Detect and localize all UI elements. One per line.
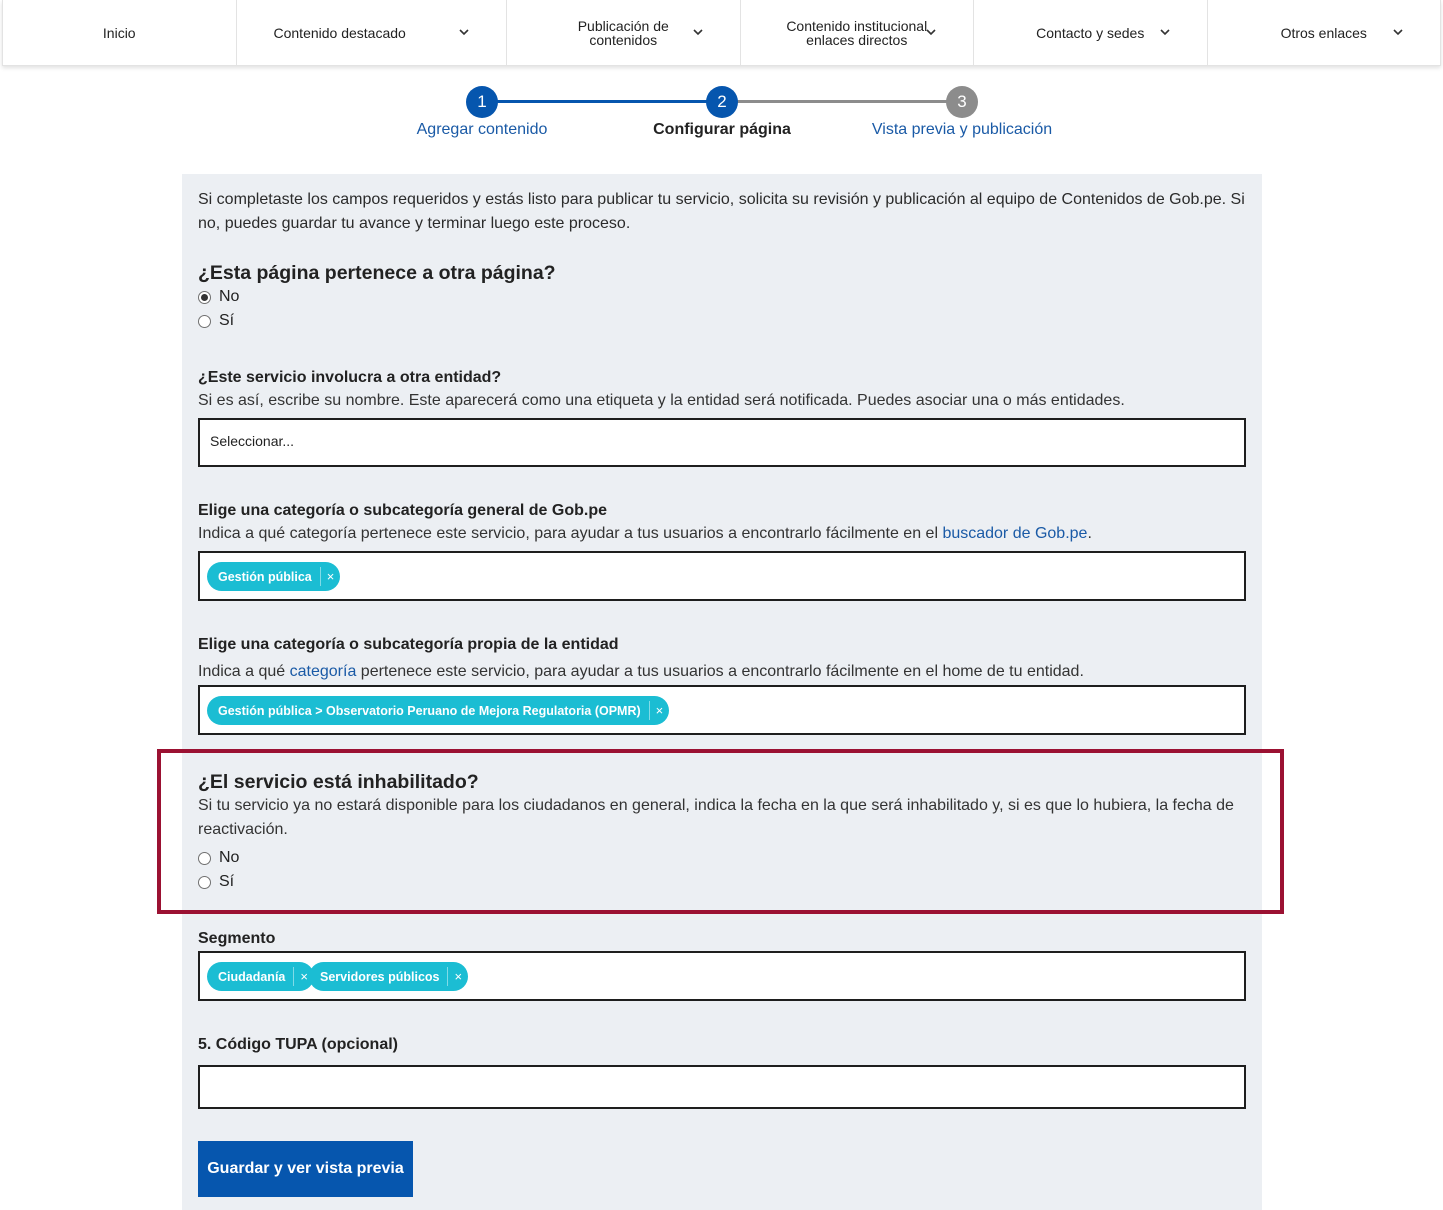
- save-preview-button[interactable]: Guardar y ver vista previa: [198, 1141, 413, 1197]
- nav-item-label: Inicio: [102, 24, 136, 41]
- disabled-service-title: ¿El servicio está inhabilitado?: [198, 771, 479, 793]
- nav-item-otros-enlaces[interactable]: [1208, 0, 1441, 65]
- tag-remove-icon[interactable]: ×: [293, 967, 314, 986]
- disabled-service-radio-no[interactable]: [198, 849, 239, 867]
- category-tag: [207, 562, 340, 591]
- tag-label: Ciudadanía: [218, 969, 286, 984]
- tag-label: Gestión pública: [218, 569, 312, 584]
- nav-item-publicacion-contenidos[interactable]: [507, 0, 741, 65]
- radio-button[interactable]: [198, 852, 211, 865]
- chevron-down-icon: [925, 26, 937, 38]
- disabled-service-radio-si[interactable]: [198, 873, 234, 891]
- radio-button[interactable]: [198, 291, 211, 304]
- step-2-label: Configurar página: [653, 121, 791, 138]
- entity-category-description: [198, 660, 1084, 684]
- description-text: .: [1087, 525, 1092, 542]
- tag-remove-icon[interactable]: ×: [447, 967, 468, 986]
- tag-remove-icon[interactable]: ×: [320, 567, 341, 586]
- parent-page-radio-si[interactable]: [198, 312, 234, 330]
- step-3-circle[interactable]: [946, 86, 978, 118]
- nav-item-contacto-sedes[interactable]: [974, 0, 1208, 65]
- radio-button[interactable]: [198, 315, 211, 328]
- parent-page-title: ¿Esta página pertenece a otra página?: [198, 262, 556, 284]
- chevron-down-icon: [1392, 26, 1404, 38]
- description-text: Indica a qué: [198, 663, 290, 680]
- radio-label: Sí: [219, 312, 235, 329]
- description-text: Indica a qué categoría pertenece este servicio, para ayudar a tus usuarios a encontrarlo fácilmente en el: [198, 525, 943, 542]
- parent-page-radio-no[interactable]: [198, 288, 239, 306]
- segment-tag: [309, 962, 468, 991]
- nav-item-label: Contenido destacado: [273, 24, 406, 41]
- select-placeholder: Seleccionar...: [210, 433, 295, 449]
- categoria-link[interactable]: categoría: [289, 663, 357, 680]
- nav-item-inicio[interactable]: [3, 0, 237, 65]
- step-connector-done: [482, 100, 722, 103]
- chevron-down-icon: [458, 26, 470, 38]
- entity-category-title: Elige una categoría o subcategoría propia de la entidad: [198, 636, 619, 653]
- tag-label: Servidores públicos: [320, 969, 440, 984]
- tupa-title: 5. Código TUPA (opcional): [198, 1036, 398, 1053]
- nav-item-label: Publicación de contenidos: [577, 17, 669, 48]
- nav-item-contenido-destacado[interactable]: [237, 0, 508, 65]
- tag-label: Gestión pública > Observatorio Peruano de Mejora Regulatoria (OPMR): [218, 703, 641, 718]
- buscador-gobpe-link[interactable]: buscador de Gob.pe: [942, 525, 1088, 542]
- category-tag: [207, 696, 669, 725]
- top-navigation: [2, 0, 1441, 66]
- description-text: pertenece este servicio, para ayudar a tus usuarios a encontrarlo fácilmente en el home de tu entidad.: [356, 663, 1084, 680]
- nav-item-contenido-institucional[interactable]: [741, 0, 975, 65]
- step-1-label[interactable]: Agregar contenido: [416, 121, 548, 138]
- chevron-down-icon: [1159, 26, 1171, 38]
- radio-button[interactable]: [198, 876, 211, 889]
- radio-label: Sí: [219, 873, 235, 890]
- chevron-down-icon: [692, 26, 704, 38]
- general-category-select[interactable]: [198, 551, 1246, 601]
- step-3-label[interactable]: Vista previa y publicación: [871, 121, 1053, 138]
- general-category-description: [198, 522, 1092, 546]
- step-number: 3: [957, 92, 967, 111]
- tupa-input[interactable]: [198, 1065, 1246, 1109]
- step-1-circle[interactable]: [466, 86, 498, 118]
- general-category-title: Elige una categoría o subcategoría general de Gob.pe: [198, 502, 607, 519]
- radio-label: No: [219, 288, 240, 305]
- nav-item-label: Otros enlaces: [1280, 24, 1367, 41]
- step-2-circle: [706, 86, 738, 118]
- nav-item-label: Contenido institucional enlaces directos: [786, 17, 928, 48]
- other-entity-title: ¿Este servicio involucra a otra entidad?: [198, 369, 502, 386]
- other-entity-description: Si es así, escribe su nombre. Este aparecerá como una etiqueta y la entidad será notificada. Puedes asociar una o más entidades.: [198, 392, 1125, 409]
- segment-title: Segmento: [198, 930, 276, 947]
- step-connector-pending: [722, 100, 962, 103]
- entity-category-select[interactable]: [198, 685, 1246, 735]
- segment-tag: [207, 962, 314, 991]
- segment-select[interactable]: [198, 951, 1246, 1001]
- tag-remove-icon[interactable]: ×: [649, 701, 670, 720]
- progress-stepper: [0, 86, 1443, 146]
- nav-item-label: Contacto y sedes: [1036, 24, 1145, 41]
- step-number: 2: [717, 92, 727, 111]
- radio-label: No: [219, 849, 240, 866]
- other-entity-select[interactable]: [198, 418, 1246, 467]
- form-intro: Si completaste los campos requeridos y estás listo para publicar tu servicio, solicita su revisión y publicación al equipo de Contenidos de Gob.pe. Si no, puedes guardar tu avance y terminar luego este proceso.: [198, 191, 1245, 232]
- disabled-service-description: Si tu servicio ya no estará disponible para los ciudadanos en general, indica la fecha en la que será inhabilitado y, si es que lo hubiera, la fecha de reactivación.: [198, 797, 1234, 838]
- step-number: 1: [477, 92, 487, 111]
